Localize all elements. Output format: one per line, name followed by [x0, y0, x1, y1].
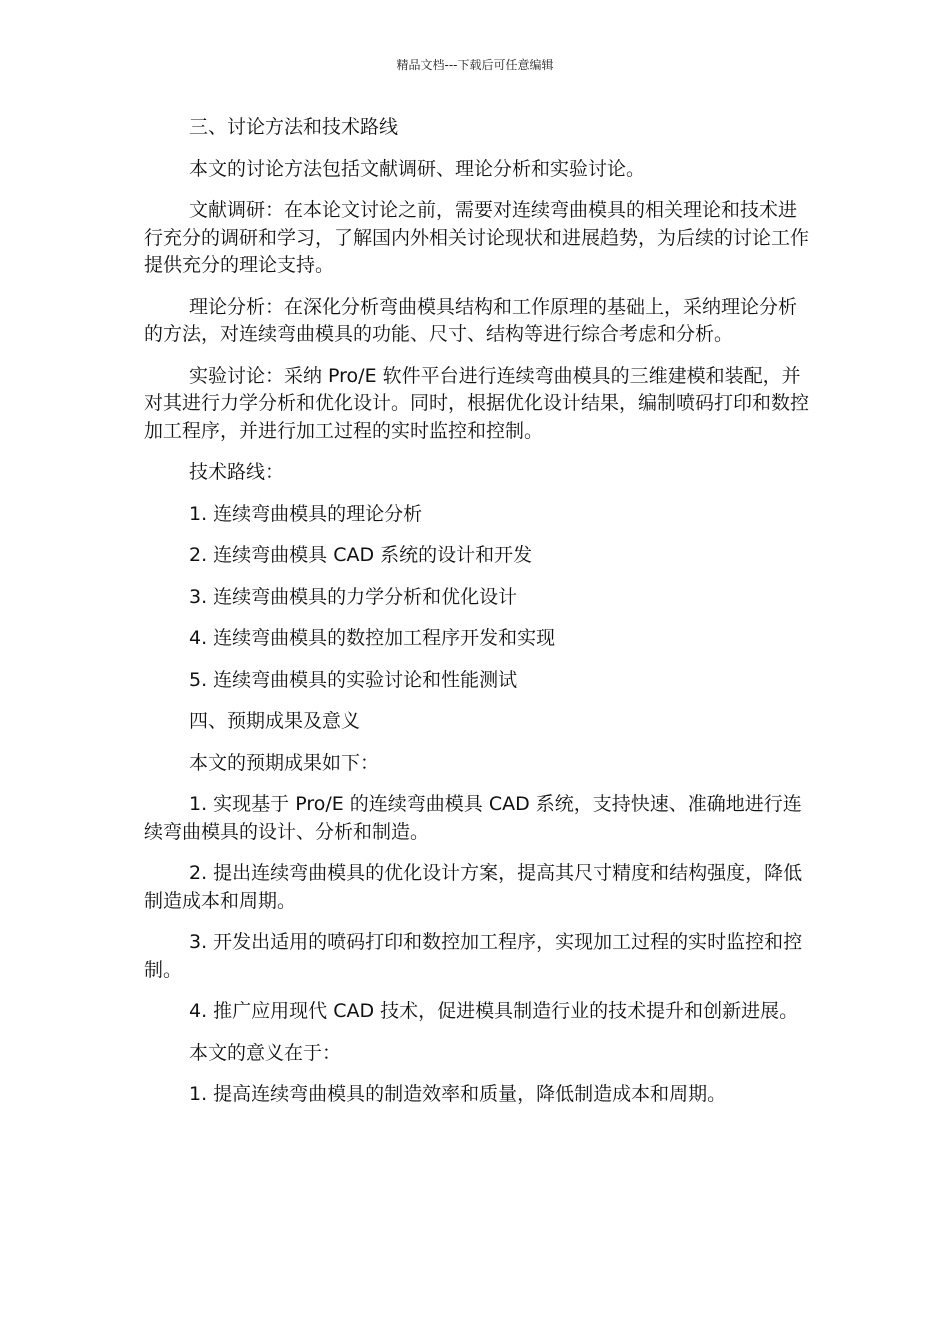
paragraph: 本文的预期成果如下： — [189, 751, 380, 774]
paragraph: 文献调研：在本论文讨论之前，需要对连续弯曲模具的相关理论和技术进行充分的调研和学习，了解国内外相关讨论现状和进展趋势，为后续的讨论工作提供充分的理论支持。 — [144, 199, 810, 276]
list-item: 3. 连续弯曲模具的力学分析和优化设计 — [189, 585, 518, 608]
list-item: 4. 推广应用现代 CAD 技术，促进模具制造行业的技术提升和创新进展。 — [189, 1000, 799, 1022]
list-item: 1. 连续弯曲模具的理论分析 — [189, 502, 423, 525]
list-item: 3. 开发出适用的喷码打印和数控加工程序，实现加工过程的实时监控和控制。 — [144, 931, 803, 981]
list-item: 1. 提高连续弯曲模具的制造效率和质量，降低制造成本和周期。 — [189, 1083, 727, 1105]
section-heading: 三、讨论方法和技术路线 — [189, 116, 399, 138]
list-item: 2. 连续弯曲模具 CAD 系统的设计和开发 — [189, 544, 533, 566]
list-item: 5. 连续弯曲模具的实验讨论和性能测试 — [189, 668, 518, 691]
list-item: 1. 实现基于 Pro/E 的连续弯曲模具 CAD 系统，支持快速、准确地进行连续弯曲模具的设计、分析和制造。 — [144, 793, 802, 843]
paragraph: 本文的讨论方法包括文献调研、理论分析和实验讨论。 — [189, 157, 646, 180]
paragraph: 本文的意义在于： — [189, 1041, 342, 1064]
paragraph: 理论分析：在深化分析弯曲模具结构和工作原理的基础上，采纳理论分析的方法，对连续弯曲模具的功能、尺寸、结构等进行综合考虑和分析。 — [144, 295, 798, 345]
list-item: 4. 连续弯曲模具的数控加工程序开发和实现 — [189, 627, 556, 649]
page-header: 精品文档---下载后可任意编辑 — [396, 58, 554, 72]
list-item: 2. 提出连续弯曲模具的优化设计方案，提高其尺寸精度和结构强度，降低制造成本和周期。 — [144, 862, 803, 912]
document-body — [144, 114, 809, 1109]
paragraph: 实验讨论：采纳 Pro/E 软件平台进行连续弯曲模具的三维建模和装配，并对其进行力学分析和优化设计。同时，根据优化设计结果，编制喷码打印和数控加工程序，并进行加工过程的实时监控和控制。 — [144, 364, 810, 442]
section-heading: 四、预期成果及意义 — [189, 710, 361, 732]
paragraph: 技术路线： — [189, 461, 285, 483]
